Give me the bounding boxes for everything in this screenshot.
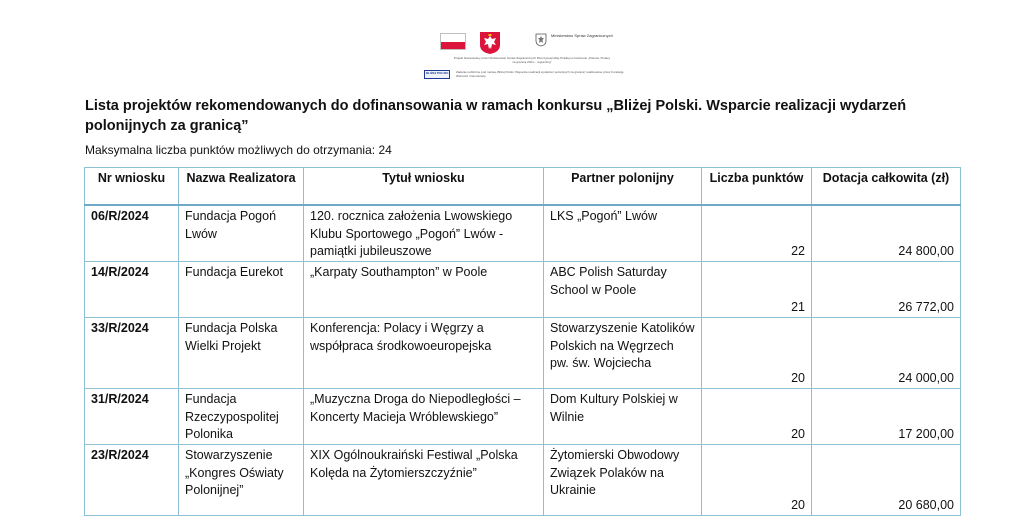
funding-note: Projekt finansowany przez Ministerstwo Spraw Zagranicznych Rzeczypospolitej Polskiej w konkursie „Polonia i Polacy za granicą 2024 – regranting”: [453, 56, 611, 64]
cell-nr: 23/R/2024: [85, 445, 179, 516]
ministry-emblem-icon: [535, 33, 547, 47]
table-row: [85, 262, 961, 318]
header-dotacja: Dotacja całkowita (zł): [812, 168, 961, 206]
table-row: [85, 205, 961, 262]
bliżej-polski-logo: [424, 70, 450, 79]
cell-dotacja: 26 772,00: [812, 262, 961, 318]
cell-punkty: 21: [702, 262, 812, 318]
header-tytul: Tytuł wniosku: [304, 168, 544, 206]
cell-partner: LKS „Pogoń” Lwów: [544, 205, 702, 262]
badge-text: BLIŻEJ POLSKI: [426, 71, 449, 75]
cell-realizator: Stowarzyszenie „Kongres Oświaty Polonijnej”: [179, 445, 304, 516]
cell-partner: Dom Kultury Polskiej w Wilnie: [544, 389, 702, 445]
header-realizator: Nazwa Realizatora: [179, 168, 304, 206]
table-row: [85, 445, 961, 516]
cell-tytul: 120. rocznica założenia Lwowskiego Klubu Sportowego „Pogoń” Lwów - pamiątki jubileuszowe: [304, 205, 544, 262]
cell-nr: 06/R/2024: [85, 205, 179, 262]
cell-punkty: 22: [702, 205, 812, 262]
cell-partner: Żytomierski Obwodowy Związek Polaków na Ukrainie: [544, 445, 702, 516]
cell-punkty: 20: [702, 318, 812, 389]
cell-realizator: Fundacja Polska Wielki Projekt: [179, 318, 304, 389]
table-row: [85, 389, 961, 445]
cell-realizator: Fundacja Eurekot: [179, 262, 304, 318]
max-points-note: Maksymalna liczba punktów możliwych do otrzymania: 24: [85, 143, 392, 157]
cell-partner: Stowarzyszenie Katolików Polskich na Węgrzech pw. św. Wojciecha: [544, 318, 702, 389]
cell-nr: 14/R/2024: [85, 262, 179, 318]
cell-realizator: Fundacja Rzeczypospolitej Polonika: [179, 389, 304, 445]
cell-partner: ABC Polish Saturday School w Poole: [544, 262, 702, 318]
cell-realizator: Fundacja Pogoń Lwów: [179, 205, 304, 262]
cell-dotacja: 24 800,00: [812, 205, 961, 262]
header-partner: Partner polonijny: [544, 168, 702, 206]
cell-dotacja: 17 200,00: [812, 389, 961, 445]
cell-tytul: „Muzyczna Droga do Niepodległości – Koncerty Macieja Wróblewskiego”: [304, 389, 544, 445]
table-row: [85, 318, 961, 389]
polish-eagle-emblem-icon: [479, 31, 501, 55]
cell-nr: 31/R/2024: [85, 389, 179, 445]
projects-table: [84, 167, 961, 516]
cell-tytul: „Karpaty Southampton” w Poole: [304, 262, 544, 318]
cell-dotacja: 20 680,00: [812, 445, 961, 516]
cell-nr: 33/R/2024: [85, 318, 179, 389]
cell-punkty: 20: [702, 445, 812, 516]
document-title: Lista projektów rekomendowanych do dofinansowania w ramach konkursu „Bliżej Polski. Wsparcie realizacji wydarzeń polonijnych za granicą”: [85, 98, 907, 134]
header-nr: Nr wniosku: [85, 168, 179, 206]
cell-dotacja: 24 000,00: [812, 318, 961, 389]
header-punkty: Liczba punktów: [702, 168, 812, 206]
ministry-name: Ministerstwo Spraw Zagranicznych: [551, 33, 613, 38]
table-header-row: [85, 168, 961, 206]
polish-flag-icon: [440, 33, 466, 50]
cell-tytul: XIX Ogólnoukraiński Festiwal „Polska Kolęda na Żytomierszczyźnie”: [304, 445, 544, 516]
cell-punkty: 20: [702, 389, 812, 445]
logo-strip: [0, 0, 1024, 90]
cell-tytul: Konferencja: Polacy i Węgrzy a współpraca środkowoeuropejska: [304, 318, 544, 389]
regranting-note: Zadanie publiczne pod nazwą „Bliżej Polski. Wsparcie realizacji wydarzeń polonijnych za granicą” realizowane przez Fundację Wolności i Demokracji: [456, 70, 624, 78]
